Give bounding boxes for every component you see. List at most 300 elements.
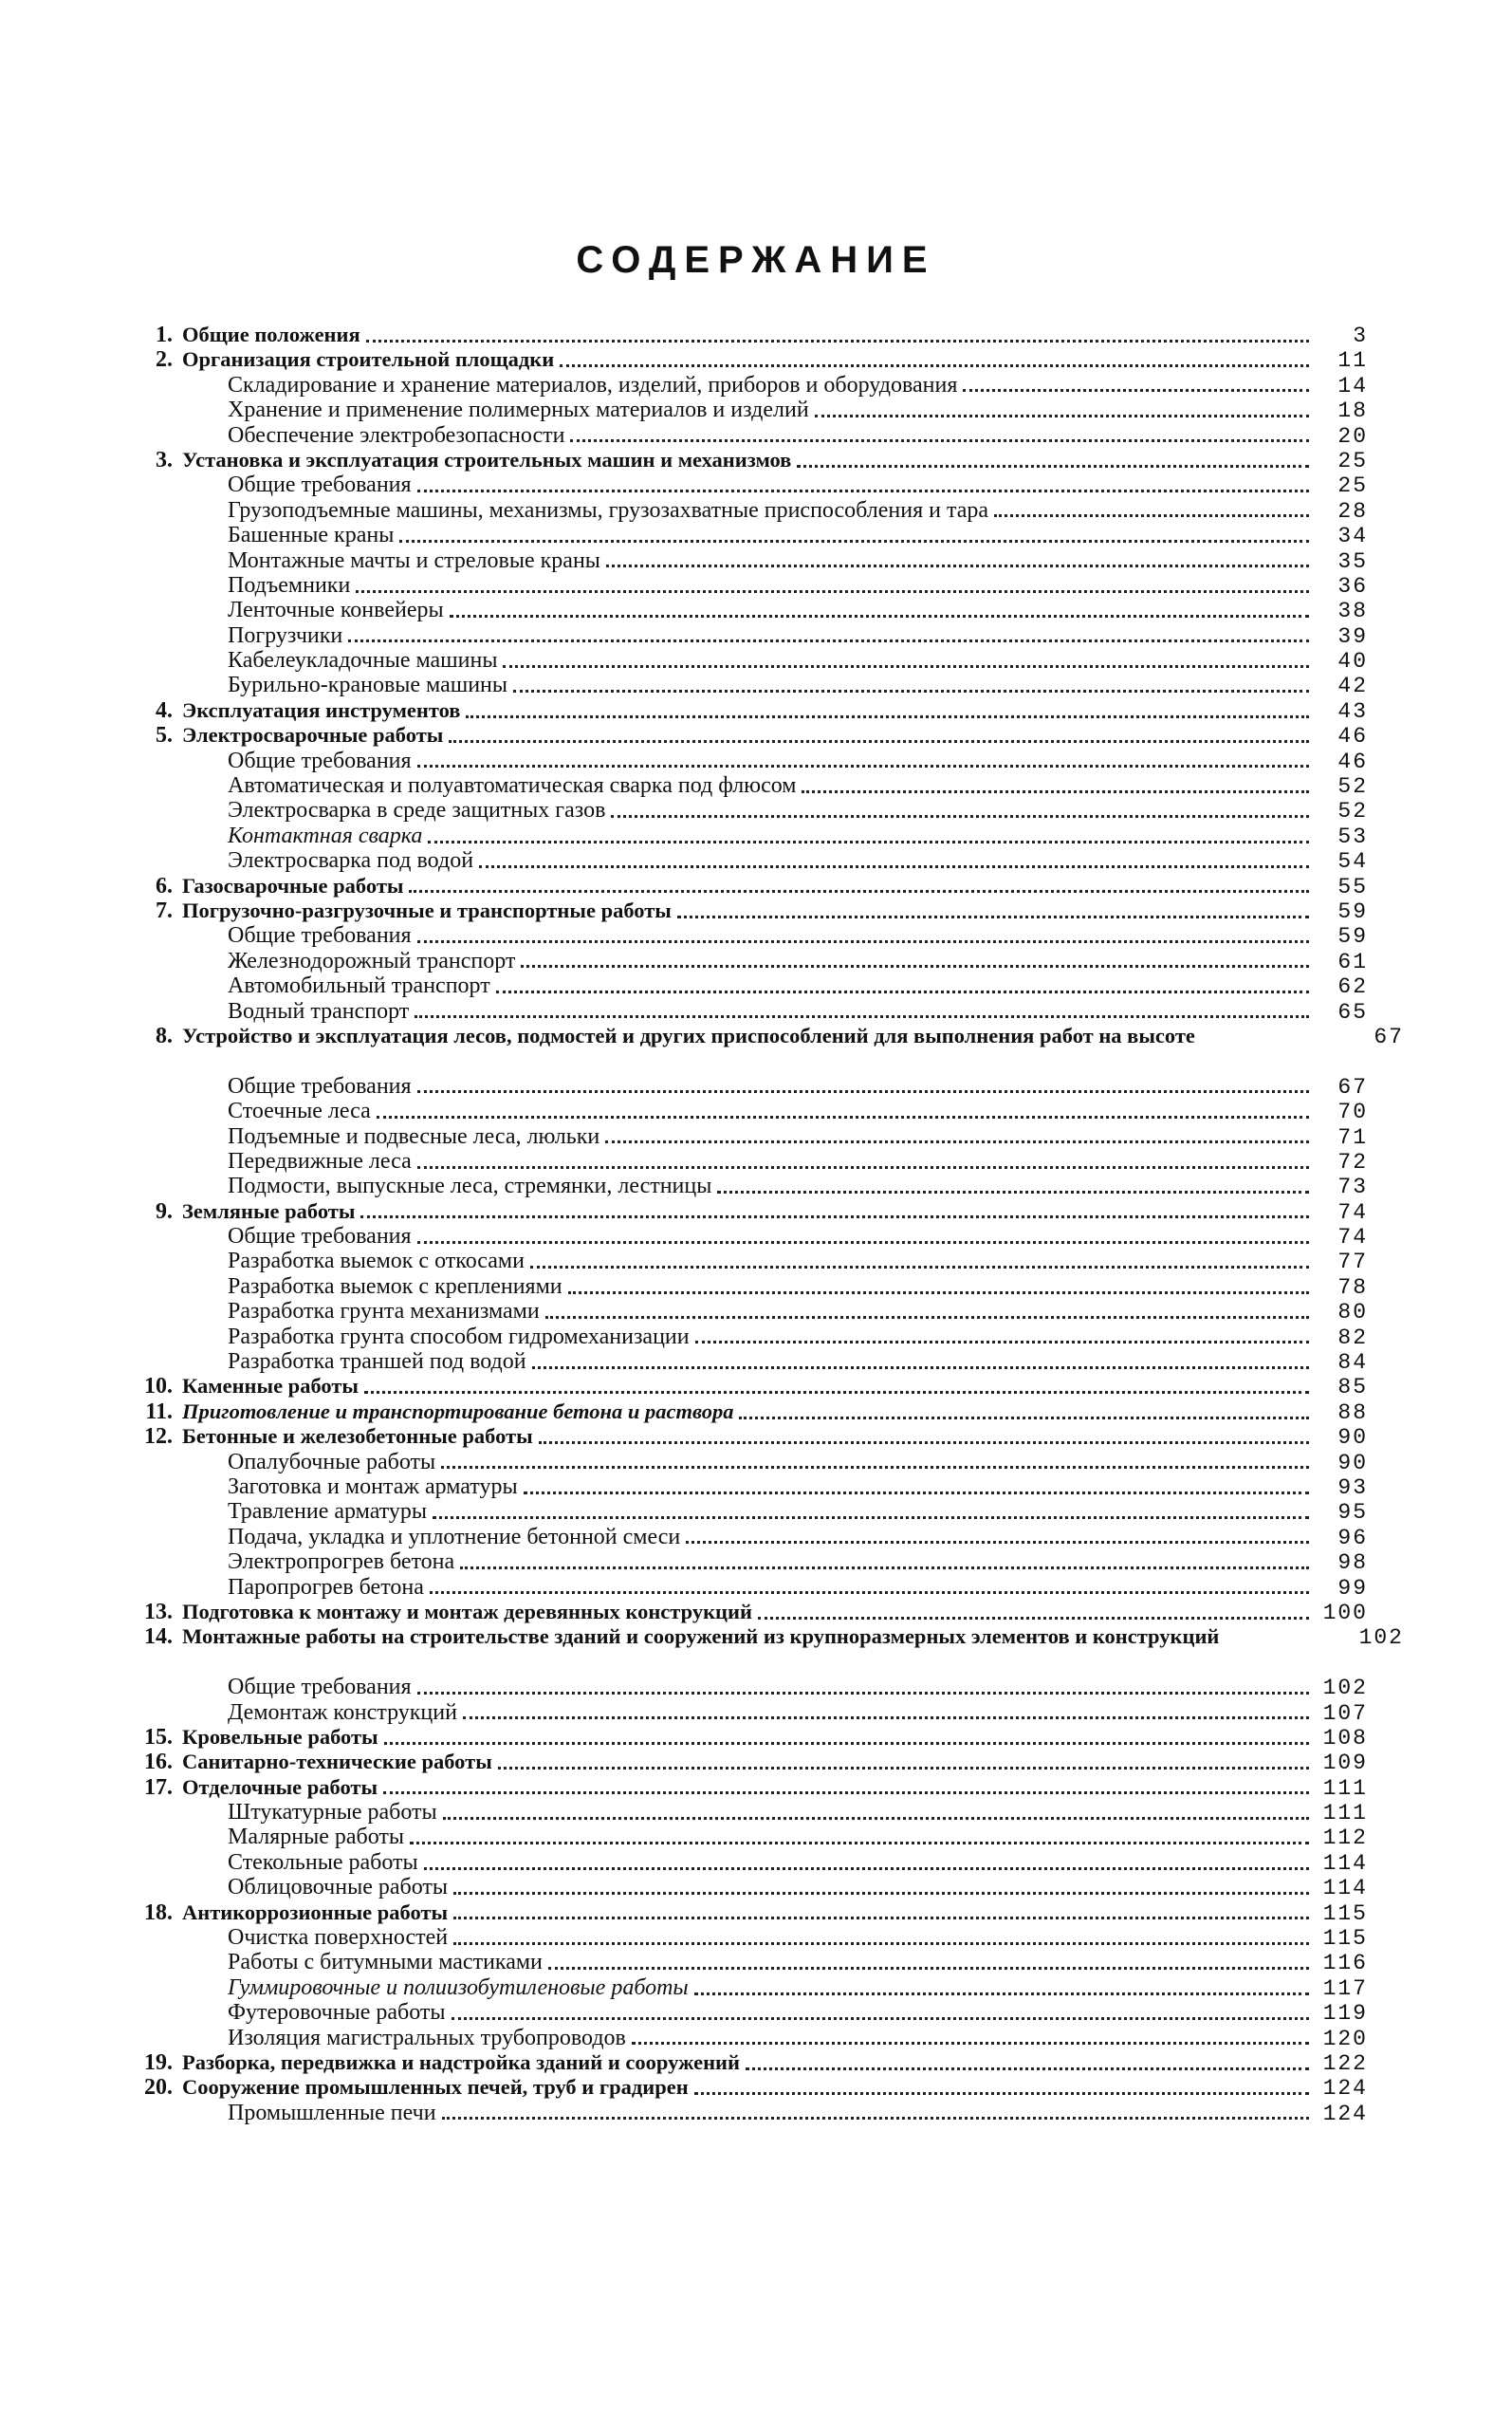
toc-subsection bbox=[118, 623, 1368, 648]
dot-leader bbox=[441, 1466, 1309, 1469]
dot-leader bbox=[364, 1391, 1309, 1394]
toc-page-number: 43 bbox=[1337, 698, 1368, 724]
dot-leader bbox=[530, 1266, 1309, 1269]
toc-title: Обеспечение электробезопасности bbox=[228, 422, 565, 448]
toc-section bbox=[118, 1900, 1368, 1925]
toc-number: 7. bbox=[156, 898, 173, 923]
toc-subsection bbox=[118, 548, 1368, 573]
toc-number: 15. bbox=[144, 1724, 173, 1750]
dot-leader bbox=[560, 364, 1309, 367]
toc-title: Изоляция магистральных трубопроводов bbox=[228, 2025, 626, 2050]
toc-subsection bbox=[118, 423, 1368, 448]
toc-title: Общие требования bbox=[228, 473, 412, 498]
dot-leader bbox=[479, 865, 1309, 868]
dot-leader bbox=[568, 1291, 1309, 1294]
dot-leader bbox=[384, 1742, 1309, 1745]
toc-title: Газосварочные работы bbox=[182, 873, 404, 898]
dot-leader bbox=[417, 1166, 1309, 1169]
toc-title: Монтажные работы на строительстве зданий и сооружений из крупноразмерных элементов и конструкций bbox=[182, 1624, 1220, 1649]
dot-leader bbox=[383, 1791, 1309, 1794]
toc-subsection bbox=[118, 573, 1368, 598]
dot-leader bbox=[424, 1867, 1309, 1870]
dot-leader bbox=[758, 1617, 1309, 1620]
dot-leader bbox=[532, 1366, 1309, 1369]
toc-page-number: 124 bbox=[1322, 2076, 1368, 2102]
toc-subsection bbox=[118, 1675, 1368, 1699]
toc-page-number: 20 bbox=[1337, 423, 1368, 449]
dot-leader bbox=[453, 1942, 1309, 1945]
toc-page-number: 102 bbox=[1358, 1625, 1404, 1651]
toc-section bbox=[118, 1725, 1368, 1750]
dot-leader bbox=[694, 2092, 1309, 2095]
toc-page-number: 96 bbox=[1337, 1525, 1368, 1550]
dot-leader bbox=[677, 916, 1309, 918]
toc-page-number: 70 bbox=[1337, 1100, 1368, 1125]
toc-section bbox=[118, 874, 1368, 899]
dot-leader bbox=[632, 2042, 1309, 2045]
dot-leader bbox=[430, 1591, 1309, 1594]
toc-title: Разработка выемок с креплениями bbox=[228, 1273, 562, 1299]
toc-section bbox=[118, 1750, 1368, 1774]
toc-title: Промышленные печи bbox=[228, 2100, 436, 2125]
toc-number: 17. bbox=[144, 1774, 173, 1800]
toc-subsection bbox=[118, 598, 1368, 622]
toc-number: 6. bbox=[156, 873, 173, 899]
toc-section bbox=[118, 1624, 1404, 1675]
dot-leader bbox=[443, 1817, 1309, 1820]
toc-section bbox=[118, 723, 1368, 748]
toc-number: 19. bbox=[144, 2049, 173, 2075]
toc-number: 10. bbox=[144, 1374, 173, 1399]
toc-title: Общие требования bbox=[228, 923, 412, 949]
toc-title: Общие требования bbox=[228, 1073, 412, 1099]
toc-section bbox=[118, 347, 1368, 372]
toc-title: Установка и эксплуатация строительных машин и механизмов bbox=[182, 447, 792, 472]
toc-page-number: 52 bbox=[1337, 774, 1368, 800]
toc-title: Сооружение промышленных печей, труб и градирен bbox=[182, 2075, 689, 2100]
dot-leader bbox=[442, 2117, 1309, 2120]
toc-subsection bbox=[118, 1124, 1368, 1149]
toc-section bbox=[118, 1374, 1368, 1399]
dot-leader bbox=[450, 615, 1309, 618]
toc-title: Гуммировочные и полиизобутиленовые работы bbox=[228, 1974, 689, 2000]
toc-title: Устройство и эксплуатация лесов, подмостей и других приспособлений для выполнения работ на высоте bbox=[182, 1023, 1195, 1047]
toc-page-number: 71 bbox=[1337, 1124, 1368, 1150]
toc-subsection bbox=[118, 1249, 1368, 1273]
toc-number: 11. bbox=[145, 1399, 173, 1424]
toc-title: Монтажные мачты и стреловые краны bbox=[228, 547, 600, 573]
dot-leader bbox=[377, 1116, 1309, 1119]
toc-subsection bbox=[118, 1825, 1368, 1849]
toc-section bbox=[118, 1199, 1368, 1224]
toc-page-number: 78 bbox=[1337, 1274, 1368, 1300]
toc-page-number: 84 bbox=[1337, 1350, 1368, 1376]
dot-leader bbox=[686, 1541, 1309, 1544]
toc-number: 18. bbox=[144, 1899, 173, 1925]
toc-page-number: 73 bbox=[1337, 1175, 1368, 1200]
toc-page-number: 107 bbox=[1322, 1700, 1368, 1726]
toc-title: Подъемники bbox=[228, 572, 351, 598]
toc-page-number: 77 bbox=[1337, 1250, 1368, 1275]
toc-number: 9. bbox=[156, 1198, 173, 1224]
dot-leader bbox=[739, 1417, 1309, 1419]
toc-page-number: 46 bbox=[1337, 749, 1368, 774]
toc-page-number: 14 bbox=[1337, 373, 1368, 398]
toc-page-number: 111 bbox=[1322, 1801, 1368, 1826]
toc-page-number: 114 bbox=[1322, 1850, 1368, 1876]
toc-title: Бетонные и железобетонные работы bbox=[182, 1424, 533, 1449]
toc-title: Погрузочно-разгрузочные и транспортные работы bbox=[182, 898, 672, 922]
toc-number: 8. bbox=[156, 1023, 173, 1048]
toc-section bbox=[118, 448, 1368, 473]
toc-page-number: 42 bbox=[1337, 674, 1368, 699]
toc-title: Общие положения bbox=[182, 323, 360, 346]
dot-leader bbox=[815, 415, 1309, 417]
dot-leader bbox=[428, 841, 1309, 843]
dot-leader bbox=[452, 2017, 1310, 2020]
dot-leader bbox=[503, 665, 1309, 668]
dot-leader bbox=[466, 715, 1309, 718]
toc-title: Опалубочные работы bbox=[228, 1449, 436, 1474]
toc-title: Антикоррозионные работы bbox=[182, 1899, 449, 1924]
dot-leader bbox=[409, 890, 1309, 893]
toc-subsection bbox=[118, 949, 1368, 973]
dot-leader bbox=[521, 965, 1309, 968]
toc-title: Приготовление и транспортирование бетона и раствора bbox=[182, 1399, 734, 1423]
toc-subsection bbox=[118, 848, 1368, 873]
toc-title: Разработка грунта механизмами bbox=[228, 1299, 540, 1325]
toc-number: 3. bbox=[156, 447, 173, 473]
toc-subsection bbox=[118, 1224, 1368, 1249]
toc-title: Ленточные конвейеры bbox=[228, 598, 444, 623]
toc-page-number: 90 bbox=[1337, 1425, 1368, 1451]
toc-title: Складирование и хранение материалов, изделий, приборов и оборудования bbox=[228, 372, 958, 398]
toc-subsection bbox=[118, 1950, 1368, 1974]
toc-title: Общие требования bbox=[228, 1224, 412, 1250]
dot-leader bbox=[417, 1090, 1309, 1093]
toc-page-number: 114 bbox=[1322, 1876, 1368, 1901]
dot-leader bbox=[453, 1892, 1309, 1895]
dot-leader bbox=[360, 1215, 1309, 1218]
dot-leader bbox=[994, 514, 1309, 517]
toc-page-number: 55 bbox=[1337, 874, 1368, 899]
toc-section bbox=[118, 1600, 1368, 1624]
toc-title: Электросварка под водой bbox=[228, 848, 474, 874]
toc-title: Отделочные работы bbox=[182, 1774, 378, 1799]
toc-title: Стекольные работы bbox=[228, 1849, 418, 1875]
dot-leader bbox=[417, 1241, 1309, 1244]
toc-title: Работы с битумными мастиками bbox=[228, 1950, 543, 1975]
toc-subsection bbox=[118, 923, 1368, 948]
toc-title: Погрузчики bbox=[228, 622, 343, 648]
toc-subsection bbox=[118, 373, 1368, 398]
toc-title: Автоматическая и полуавтоматическая сварка под флюсом bbox=[228, 773, 797, 799]
toc-page-number: 28 bbox=[1337, 498, 1368, 524]
toc-page-number: 40 bbox=[1337, 649, 1368, 675]
toc-title: Кровельные работы bbox=[182, 1724, 378, 1749]
toc-subsection bbox=[118, 1099, 1368, 1123]
toc-page-number: 120 bbox=[1322, 2026, 1368, 2051]
toc-subsection bbox=[118, 398, 1368, 422]
toc-title: Автомобильный транспорт bbox=[228, 973, 490, 999]
dot-leader bbox=[548, 1967, 1309, 1970]
toc-subsection bbox=[118, 1299, 1368, 1324]
toc-page-number: 38 bbox=[1337, 599, 1368, 624]
toc-subsection bbox=[118, 648, 1368, 673]
toc-subsection bbox=[118, 999, 1368, 1024]
toc-subsection bbox=[118, 1174, 1368, 1198]
toc-number: 5. bbox=[156, 723, 173, 749]
toc-subsection bbox=[118, 1925, 1368, 1950]
toc-subsection bbox=[118, 1450, 1368, 1474]
toc-title: Кабелеукладочные машины bbox=[228, 648, 498, 674]
toc-section bbox=[118, 899, 1368, 923]
toc-page-number: 88 bbox=[1337, 1399, 1368, 1425]
toc-section bbox=[118, 1023, 1404, 1074]
toc-title: Паропрогрев бетона bbox=[228, 1574, 424, 1600]
toc-title: Заготовка и монтаж арматуры bbox=[228, 1473, 518, 1499]
toc-page-number: 36 bbox=[1337, 573, 1368, 599]
toc-page-number: 52 bbox=[1337, 799, 1368, 825]
toc-title: Малярные работы bbox=[228, 1825, 404, 1850]
toc-title: Общие требования bbox=[228, 1675, 412, 1700]
toc-section bbox=[118, 698, 1368, 723]
dot-leader bbox=[797, 465, 1309, 468]
toc-subsection bbox=[118, 1349, 1368, 1374]
toc-title: Земляные работы bbox=[182, 1198, 356, 1223]
toc-section bbox=[118, 2075, 1368, 2100]
dot-leader bbox=[513, 690, 1309, 693]
toc-title: Подмости, выпускные леса, стремянки, лестницы bbox=[228, 1174, 712, 1199]
toc-page-number: 115 bbox=[1322, 1926, 1368, 1952]
toc-number: 4. bbox=[156, 697, 173, 723]
dot-leader bbox=[417, 765, 1309, 768]
toc-subsection bbox=[118, 1549, 1368, 1574]
toc-section bbox=[118, 2050, 1368, 2075]
dot-leader bbox=[605, 1140, 1309, 1143]
toc-number: 2. bbox=[156, 347, 173, 373]
dot-leader bbox=[694, 1992, 1309, 1995]
dot-leader bbox=[717, 1191, 1309, 1194]
toc-subsection bbox=[118, 1149, 1368, 1174]
toc-subsection bbox=[118, 973, 1368, 998]
toc-subsection bbox=[118, 749, 1368, 773]
toc-page-number: 95 bbox=[1337, 1500, 1368, 1526]
dot-leader bbox=[963, 389, 1309, 392]
toc-page-number: 111 bbox=[1322, 1775, 1368, 1801]
dot-leader bbox=[417, 490, 1309, 492]
dot-leader bbox=[453, 1917, 1309, 1919]
toc-number: 16. bbox=[144, 1750, 173, 1775]
toc-subsection bbox=[118, 498, 1368, 523]
toc-page-number: 65 bbox=[1337, 999, 1368, 1025]
toc-page-number: 99 bbox=[1337, 1575, 1368, 1601]
toc-subsection bbox=[118, 1875, 1368, 1899]
toc-page-number: 124 bbox=[1322, 2101, 1368, 2126]
dot-leader bbox=[410, 1842, 1309, 1844]
toc-page-number: 109 bbox=[1322, 1751, 1368, 1776]
toc-title: Водный транспорт bbox=[228, 998, 410, 1024]
toc-title: Электросварка в среде защитных газов bbox=[228, 798, 606, 824]
toc-page-number: 67 bbox=[1374, 1024, 1404, 1049]
toc-subsection bbox=[118, 773, 1368, 798]
toc-title: Электропрогрев бетона bbox=[228, 1549, 455, 1575]
toc-number: 13. bbox=[144, 1599, 173, 1624]
toc-page-number: 61 bbox=[1337, 949, 1368, 974]
toc-page-number: 98 bbox=[1337, 1550, 1368, 1576]
toc-page-number: 74 bbox=[1337, 1225, 1368, 1251]
toc-title: Разработка выемок с откосами bbox=[228, 1249, 525, 1274]
toc-title: Футеровочные работы bbox=[228, 2000, 446, 2026]
toc-subsection bbox=[118, 1850, 1368, 1875]
toc-page-number: 46 bbox=[1337, 724, 1368, 750]
toc-page-number: 93 bbox=[1337, 1474, 1368, 1500]
dot-leader bbox=[348, 639, 1309, 642]
toc-page-number: 115 bbox=[1322, 1900, 1368, 1926]
dot-leader bbox=[545, 1316, 1309, 1319]
toc-page-number: 35 bbox=[1337, 548, 1368, 574]
toc-page-number: 85 bbox=[1337, 1375, 1368, 1400]
toc-subsection bbox=[118, 523, 1368, 547]
toc-title: Разборка, передвижка и надстройка зданий и сооружений bbox=[182, 2049, 740, 2074]
toc-title: Разработка грунта способом гидромеханизации bbox=[228, 1324, 690, 1349]
toc-page-number: 82 bbox=[1337, 1325, 1368, 1350]
dot-leader bbox=[417, 940, 1309, 943]
toc-page-number: 25 bbox=[1337, 448, 1368, 473]
toc-page-number: 117 bbox=[1322, 1975, 1368, 2001]
toc-subsection bbox=[118, 1499, 1368, 1524]
toc-title: Железнодорожный транспорт bbox=[228, 948, 516, 973]
toc-title: Очистка поверхностей bbox=[228, 1925, 449, 1951]
toc-page-number: 100 bbox=[1322, 1600, 1368, 1625]
toc-title: Демонтаж конструкций bbox=[228, 1699, 457, 1725]
toc-number: 20. bbox=[144, 2075, 173, 2101]
toc-page-number: 18 bbox=[1337, 398, 1368, 424]
toc-section bbox=[118, 1399, 1368, 1424]
dot-leader bbox=[498, 1767, 1309, 1770]
toc-subsection bbox=[118, 473, 1368, 497]
toc-subsection bbox=[118, 1800, 1368, 1825]
toc-title: Хранение и применение полимерных материалов и изделий bbox=[228, 398, 809, 423]
toc-title: Электросварочные работы bbox=[182, 723, 444, 748]
toc-title: Подача, укладка и уплотнение бетонной смеси bbox=[228, 1524, 681, 1549]
toc-number: 14. bbox=[144, 1624, 173, 1650]
dot-leader bbox=[570, 439, 1309, 442]
dot-leader bbox=[539, 1441, 1309, 1444]
toc-page-number: 74 bbox=[1337, 1199, 1368, 1225]
toc-page-number: 59 bbox=[1337, 924, 1368, 950]
dot-leader bbox=[606, 565, 1309, 567]
toc-number: 12. bbox=[144, 1424, 173, 1450]
dot-leader bbox=[496, 991, 1309, 993]
toc-subsection bbox=[118, 673, 1368, 697]
toc-page-number: 3 bbox=[1353, 324, 1368, 348]
dot-leader bbox=[695, 1341, 1309, 1343]
toc-title: Облицовочные работы bbox=[228, 1875, 449, 1900]
toc-subsection bbox=[118, 1975, 1368, 2000]
toc-page-number: 39 bbox=[1337, 623, 1368, 649]
dot-leader bbox=[611, 815, 1309, 818]
toc-subsection bbox=[118, 1474, 1368, 1499]
toc-title: Каменные работы bbox=[182, 1374, 359, 1399]
toc-page-number: 11 bbox=[1337, 348, 1368, 374]
dot-leader bbox=[399, 540, 1309, 543]
toc-page-number: 116 bbox=[1322, 1951, 1368, 1976]
toc-page-number: 108 bbox=[1322, 1725, 1368, 1751]
toc-section bbox=[118, 323, 1368, 347]
toc-page-number: 72 bbox=[1337, 1149, 1368, 1175]
toc-subsection bbox=[118, 1325, 1368, 1349]
toc-subsection bbox=[118, 1274, 1368, 1299]
toc-page-number: 90 bbox=[1337, 1450, 1368, 1475]
toc-subsection bbox=[118, 2000, 1368, 2025]
dot-leader bbox=[366, 340, 1309, 343]
toc-page-number: 67 bbox=[1337, 1074, 1368, 1100]
toc-title: Эксплуатация инструментов bbox=[182, 697, 461, 722]
toc-title: Контактная сварка bbox=[228, 823, 423, 848]
toc-title: Стоечные леса bbox=[228, 1099, 371, 1124]
dot-leader bbox=[746, 2067, 1309, 2070]
toc-title: Башенные краны bbox=[228, 523, 395, 548]
toc-subsection bbox=[118, 1525, 1368, 1549]
dot-leader bbox=[802, 790, 1309, 793]
toc-title: Грузоподъемные машины, механизмы, грузозахватные приспособления и тара bbox=[228, 497, 989, 523]
dot-leader bbox=[417, 1692, 1309, 1695]
toc-page-number: 53 bbox=[1337, 824, 1368, 849]
toc-section bbox=[118, 1775, 1368, 1800]
dot-leader bbox=[463, 1716, 1309, 1719]
toc-title: Штукатурные работы bbox=[228, 1800, 437, 1825]
toc-subsection bbox=[118, 2026, 1368, 2050]
dot-leader bbox=[356, 590, 1309, 593]
toc-title: Подготовка к монтажу и монтаж деревянных конструкций bbox=[182, 1599, 752, 1623]
dot-leader bbox=[415, 1015, 1309, 1018]
toc-title: Общие требования bbox=[228, 748, 412, 773]
toc-title: Подъемные и подвесные леса, люльки bbox=[228, 1123, 600, 1149]
toc-title: Санитарно-технические работы bbox=[182, 1750, 492, 1774]
toc-page-number: 122 bbox=[1322, 2050, 1368, 2076]
toc-section bbox=[118, 1424, 1368, 1449]
dot-leader bbox=[433, 1516, 1309, 1519]
page-title: СОДЕРЖАНИЕ bbox=[576, 239, 936, 281]
toc-title: Организация строительной площадки bbox=[182, 347, 555, 372]
toc-subsection bbox=[118, 2101, 1368, 2125]
toc-subsection bbox=[118, 1575, 1368, 1600]
toc-page-number: 25 bbox=[1337, 473, 1368, 499]
toc-title: Разработка траншей под водой bbox=[228, 1349, 526, 1375]
toc-title: Передвижные леса bbox=[228, 1148, 412, 1174]
toc-page-number: 34 bbox=[1337, 524, 1368, 549]
dot-leader bbox=[460, 1566, 1309, 1569]
toc-page-number: 102 bbox=[1322, 1676, 1368, 1701]
toc-page-number: 62 bbox=[1337, 974, 1368, 1000]
dot-leader bbox=[524, 1492, 1309, 1494]
toc-title: Травление арматуры bbox=[228, 1499, 428, 1525]
toc-subsection bbox=[118, 1074, 1368, 1099]
toc-page-number: 54 bbox=[1337, 849, 1368, 875]
toc-title: Бурильно-крановые машины bbox=[228, 673, 508, 698]
toc-subsection bbox=[118, 798, 1368, 823]
dot-leader bbox=[449, 740, 1309, 743]
toc-number: 1. bbox=[156, 323, 173, 347]
toc-subsection bbox=[118, 824, 1368, 848]
toc-page-number: 119 bbox=[1322, 2001, 1368, 2027]
toc-page-number: 112 bbox=[1322, 1825, 1368, 1851]
toc-subsection bbox=[118, 1700, 1368, 1725]
toc-page-number: 80 bbox=[1337, 1300, 1368, 1325]
table-of-contents bbox=[118, 323, 1404, 2126]
toc-page-number: 59 bbox=[1337, 899, 1368, 924]
